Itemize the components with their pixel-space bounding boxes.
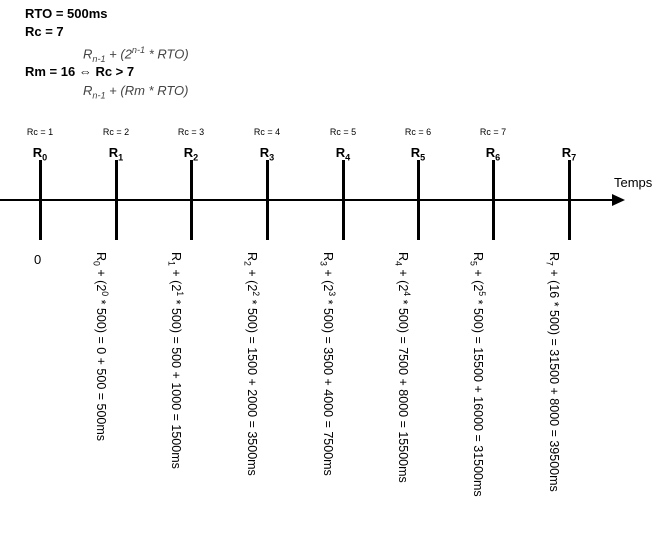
calc-base: R (470, 252, 485, 262)
round-label (398, 145, 438, 166)
round-label-base: R (259, 145, 270, 160)
round-label-base: R (335, 145, 346, 160)
calc-base: R (244, 252, 259, 262)
calc-post: * 500) = 0 + 500 = 500ms (93, 296, 108, 442)
retransmission-calculation (393, 252, 414, 483)
calc-pre: + (16 * 500) = 31500 + 8000 = 39500ms (546, 265, 561, 492)
round-label (171, 145, 211, 166)
retransmission-calculation (318, 252, 339, 476)
calc-index: 3 (318, 261, 329, 266)
calc-index: 4 (393, 261, 404, 266)
rto-definition: RTO = 500ms (25, 6, 108, 21)
calc-pre: + (2 (395, 265, 410, 292)
calc-base: R (546, 252, 561, 262)
calc-exponent: 0 (100, 291, 110, 297)
calc-pre: + (2 (168, 265, 183, 292)
calc-base: R (320, 252, 335, 262)
round-label (247, 145, 287, 166)
rm-definition: Rm = 16 ⇔ Rc > 7 (25, 64, 135, 79)
formula-exponential-mid: + (2 (105, 46, 132, 62)
round-label (549, 145, 589, 166)
round-counter-label: Rc = 7 (479, 127, 507, 137)
formula-exponential-base: R (83, 46, 93, 62)
start-time-label: 0 (34, 252, 42, 267)
calc-index: 7 (544, 261, 555, 266)
retransmission-calculation (468, 252, 489, 497)
round-tick (342, 160, 345, 240)
round-label-base: R (32, 145, 43, 160)
round-tick (39, 160, 42, 240)
round-label (473, 145, 513, 166)
calc-exponent: 1 (175, 291, 185, 297)
calc-post: * 500) = 500 + 1000 = 1500ms (168, 296, 183, 469)
formula-exponential-sub: n-1 (92, 53, 106, 64)
calc-pre: + (2 (470, 265, 485, 292)
round-tick (190, 160, 193, 240)
round-counter-label: Rc = 5 (329, 127, 357, 137)
formula-linear-base: R (83, 83, 93, 98)
calc-base: R (168, 252, 183, 262)
round-label-base: R (108, 145, 119, 160)
round-counter-label: Rc = 4 (253, 127, 281, 137)
calc-base: R (395, 252, 410, 262)
round-label-base: R (485, 145, 496, 160)
time-axis (0, 199, 614, 201)
round-label (20, 145, 60, 166)
round-label (96, 145, 136, 166)
round-label-index: 2 (193, 152, 199, 163)
calc-exponent: 5 (477, 291, 487, 297)
formula-linear-sub: n-1 (92, 90, 106, 101)
retransmission-calculation (91, 252, 112, 442)
formula-linear (83, 83, 189, 104)
round-counter-label: Rc = 2 (102, 127, 130, 137)
round-label-base: R (561, 145, 572, 160)
round-label-index: 7 (571, 152, 577, 163)
calc-pre: + (2 (320, 265, 335, 292)
round-tick (266, 160, 269, 240)
round-tick (568, 160, 571, 240)
retransmission-calculation (242, 252, 263, 476)
retransmission-calculation (166, 252, 187, 469)
round-tick (492, 160, 495, 240)
calc-index: 5 (468, 261, 479, 266)
calc-index: 0 (91, 261, 102, 266)
round-tick (115, 160, 118, 240)
calc-exponent: 4 (402, 291, 412, 297)
round-label-index: 1 (118, 152, 124, 163)
round-label (323, 145, 363, 166)
calc-post: * 500) = 15500 + 16000 = 31500ms (470, 296, 485, 497)
round-tick (417, 160, 420, 240)
round-label-index: 4 (345, 152, 351, 163)
round-counter-label: Rc = 1 (26, 127, 54, 137)
formula-linear-tail: + (Rm * RTO) (105, 83, 189, 98)
round-counter-label: Rc = 6 (404, 127, 432, 137)
round-label-index: 0 (42, 152, 48, 163)
time-axis-label: Temps (614, 175, 653, 190)
round-label-index: 5 (420, 152, 426, 163)
calc-exponent: 2 (251, 291, 261, 297)
calc-index: 2 (242, 261, 253, 266)
round-label-base: R (410, 145, 421, 160)
formula-exponential-sup: n-1 (131, 45, 146, 55)
formula-exponential-tail: * RTO) (145, 46, 189, 62)
calc-index: 1 (166, 261, 177, 266)
calc-exponent: 3 (327, 291, 337, 297)
round-label-index: 6 (495, 152, 501, 163)
round-label-index: 3 (269, 152, 275, 163)
round-label-base: R (183, 145, 194, 160)
calc-post: * 500) = 3500 + 4000 = 7500ms (320, 296, 335, 476)
calc-pre: + (2 (93, 265, 108, 292)
calc-post: * 500) = 1500 + 2000 = 3500ms (244, 296, 259, 476)
round-counter-label: Rc = 3 (177, 127, 205, 137)
calc-pre: + (2 (244, 265, 259, 292)
time-axis-arrow-icon (612, 194, 625, 206)
calc-post: * 500) = 7500 + 8000 = 15500ms (395, 296, 410, 483)
calc-base: R (93, 252, 108, 262)
rc-definition: Rc = 7 (25, 24, 64, 39)
retransmission-calculation (544, 252, 565, 492)
